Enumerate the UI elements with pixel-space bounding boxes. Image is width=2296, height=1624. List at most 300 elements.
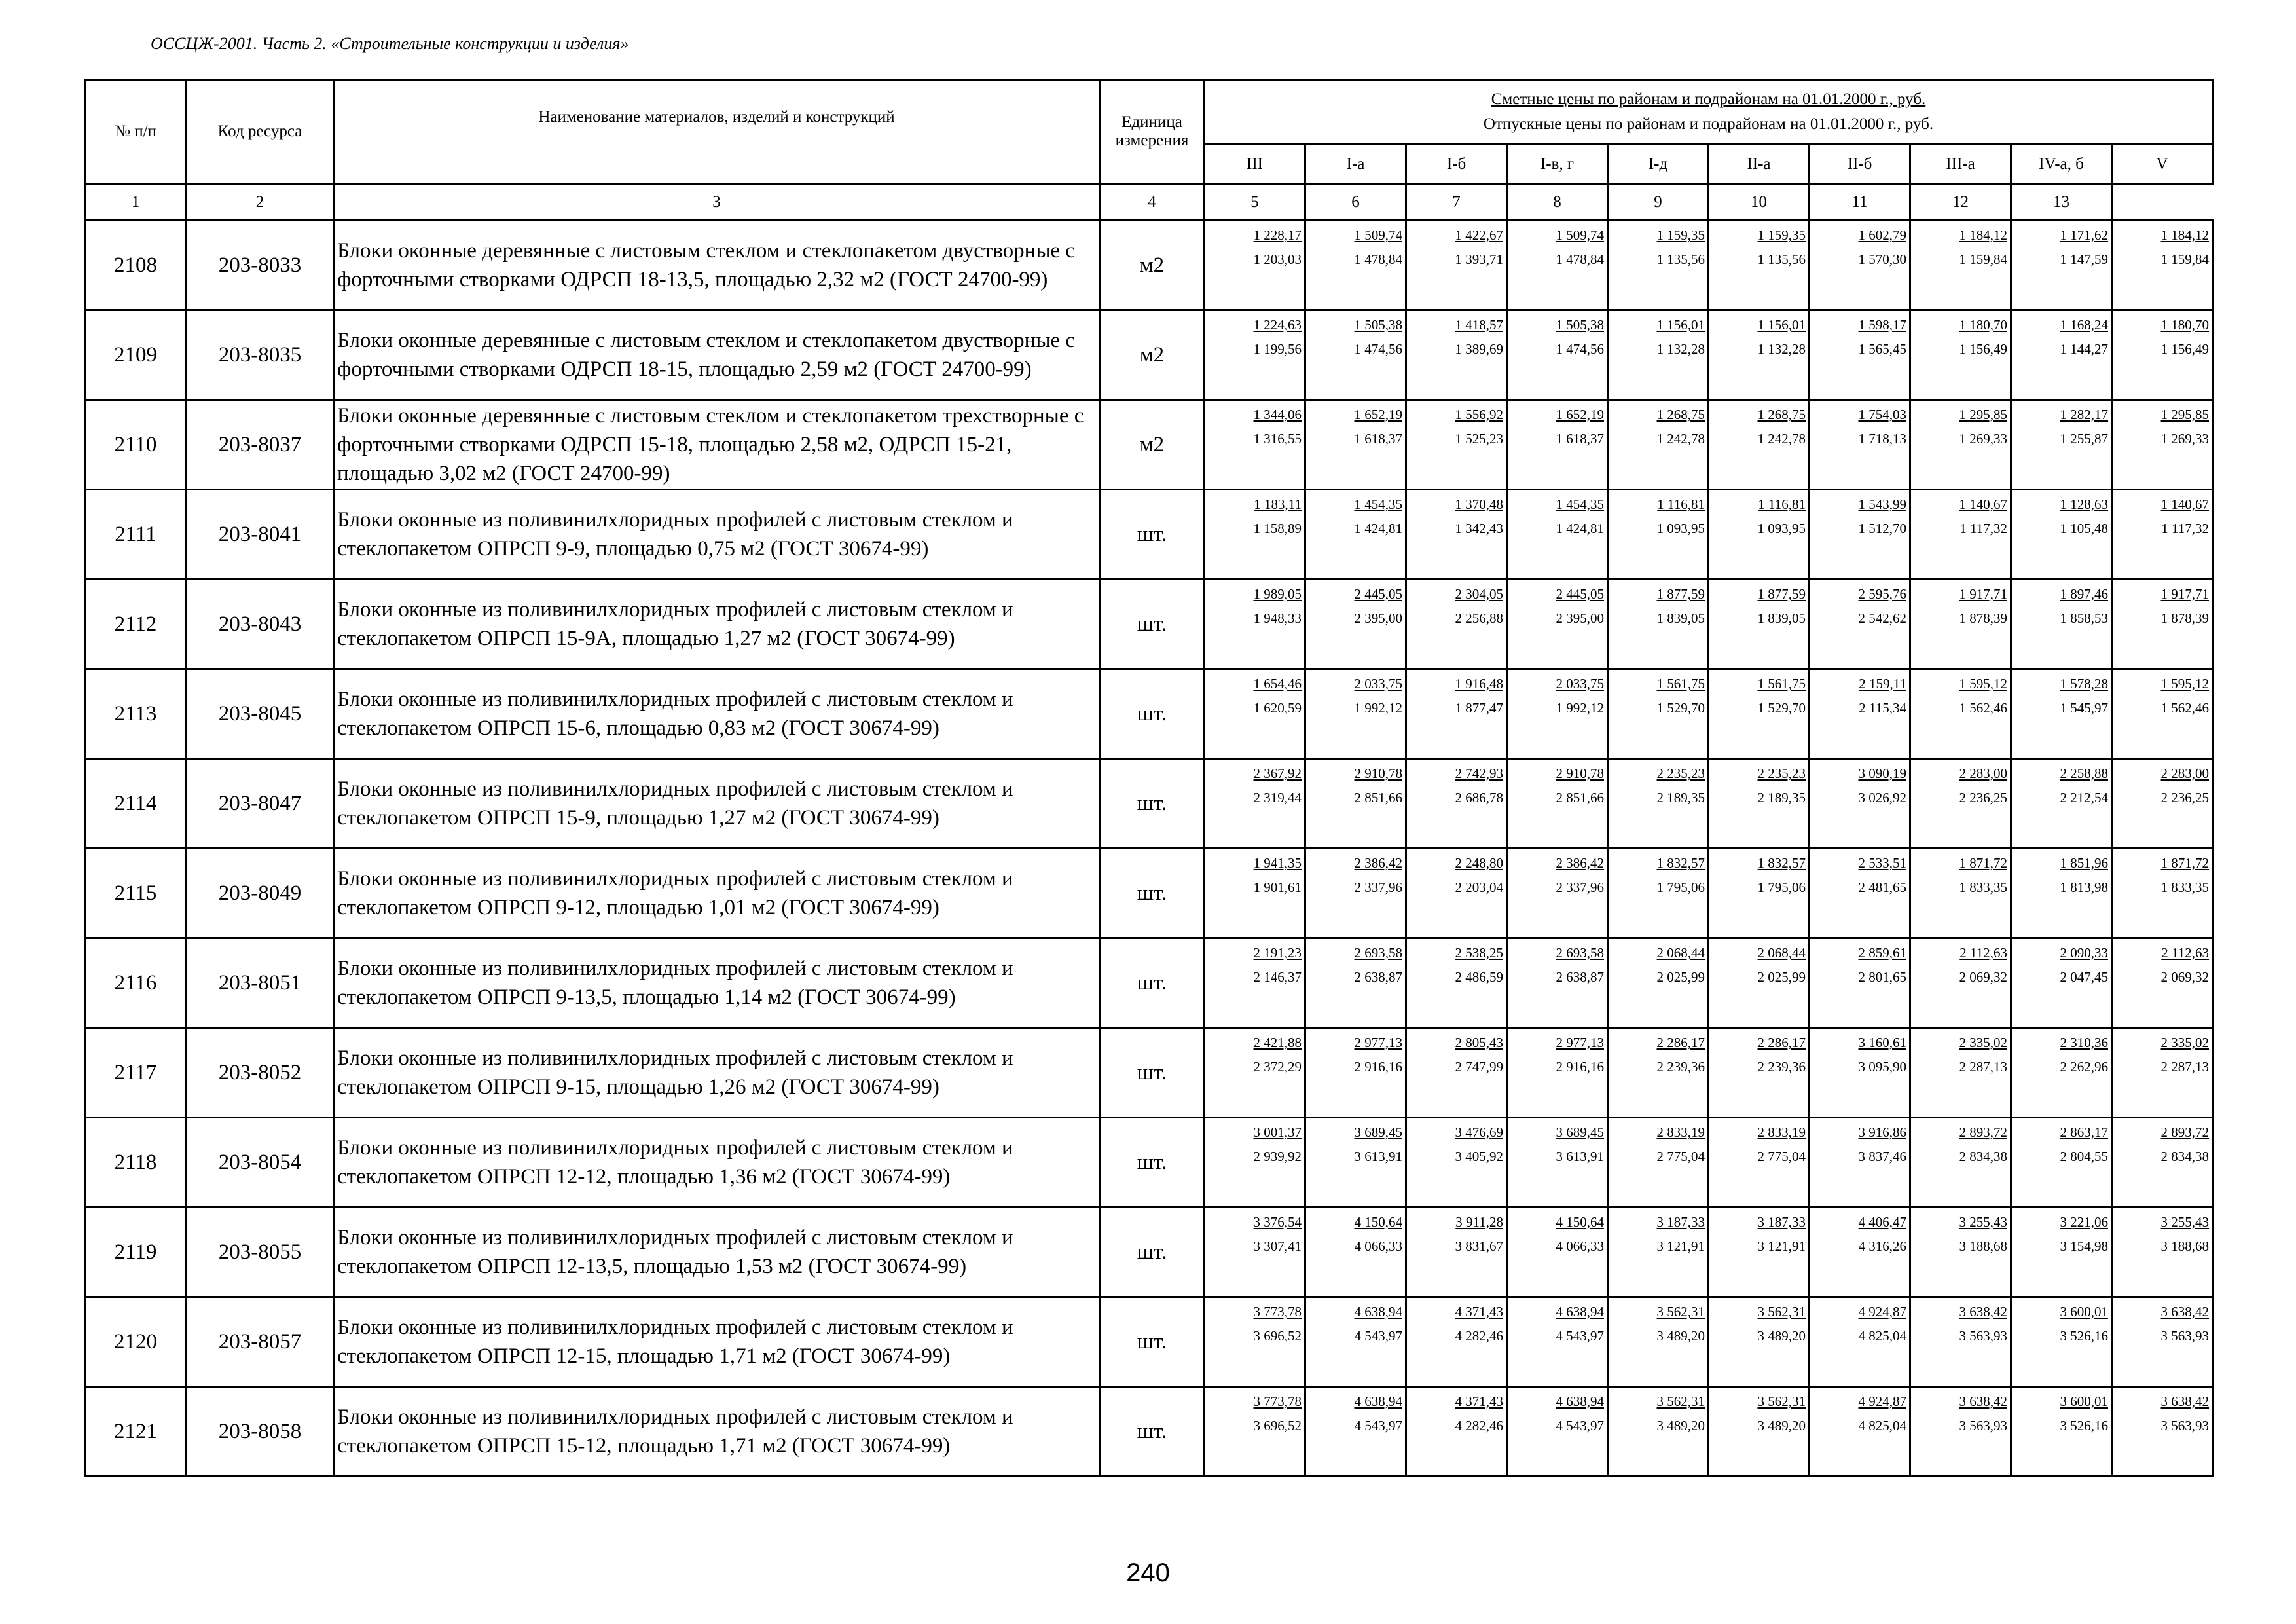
estimate-price: 1 128,63 (2060, 496, 2108, 512)
estimate-price: 1 418,57 (1455, 317, 1503, 333)
column-number: 11 (1810, 184, 1910, 221)
price-cell (1608, 310, 1709, 400)
release-price: 1 269,33 (1959, 431, 2007, 447)
price-cell (1910, 669, 2011, 759)
estimate-price-wrap (1709, 1301, 1806, 1324)
row-number: 2110 (85, 400, 187, 490)
estimate-price: 2 445,05 (1354, 586, 1402, 602)
price-cell (1205, 1297, 1305, 1387)
price-cell (1305, 1118, 1406, 1208)
price-cell (1305, 310, 1406, 400)
estimate-price-wrap (1709, 314, 1806, 337)
estimate-price: 1 871,72 (1959, 855, 2007, 871)
price-cell (1406, 221, 1507, 310)
price-cell (1205, 400, 1305, 490)
table-row (85, 759, 2213, 849)
release-price: 1 512,70 (1858, 521, 1906, 536)
column-number: 9 (1608, 184, 1709, 221)
row-number: 2121 (85, 1387, 187, 1477)
release-price: 1 242,78 (1656, 431, 1705, 447)
resource-code: 203-8043 (187, 580, 334, 669)
estimate-price-wrap (1508, 314, 1604, 337)
price-cell (1305, 580, 1406, 669)
column-number: 6 (1305, 184, 1406, 221)
estimate-price-wrap (1508, 1301, 1604, 1324)
price-cell (1406, 849, 1507, 938)
release-price: 2 638,87 (1556, 969, 1604, 985)
header-num: № п/п (85, 80, 187, 184)
estimate-price: 2 910,78 (1556, 766, 1604, 781)
estimate-price: 2 286,17 (1757, 1035, 1806, 1050)
price-cell (1608, 1387, 1709, 1477)
estimate-price: 1 561,75 (1656, 676, 1705, 692)
estimate-price-wrap (1508, 403, 1604, 427)
price-cell (2011, 1297, 2112, 1387)
price-cell (2011, 759, 2112, 849)
estimate-price: 2 335,02 (2160, 1035, 2210, 1050)
release-price: 3 489,20 (1656, 1418, 1705, 1433)
estimate-price-wrap (1911, 942, 2007, 965)
release-price: 3 307,41 (1253, 1238, 1302, 1254)
estimate-price-wrap (1810, 314, 1906, 337)
estimate-price: 1 184,12 (1959, 227, 2007, 243)
estimate-price-wrap (1810, 1211, 1906, 1234)
estimate-price-wrap (1205, 1211, 1302, 1234)
release-price: 2 025,99 (1757, 969, 1806, 985)
release-price: 2 486,59 (1455, 969, 1503, 985)
price-cell (1608, 759, 1709, 849)
release-price: 3 121,91 (1757, 1238, 1806, 1254)
estimate-price-wrap (2113, 314, 2209, 337)
release-price: 2 239,36 (1757, 1059, 1806, 1075)
estimate-price-wrap (1205, 583, 1302, 606)
item-name: Блоки оконные из поливинилхлоридных профилей с листовым стеклом и стеклопакетом ОПРСП 9-12, площадью 1,01 м2 (ГОСТ 30674-99) (334, 849, 1100, 938)
estimate-price-wrap (1911, 1301, 2007, 1324)
release-price: 1 901,61 (1253, 879, 1302, 895)
release-price: 1 545,97 (2060, 700, 2108, 716)
estimate-price: 1 578,28 (2060, 676, 2108, 692)
estimate-price-wrap (1205, 942, 1302, 965)
estimate-price-wrap (2012, 852, 2108, 876)
price-cell (1810, 759, 1910, 849)
release-price: 1 156,49 (1959, 341, 2007, 357)
price-cell (2011, 938, 2112, 1028)
estimate-price: 1 877,59 (1656, 586, 1705, 602)
release-price: 3 837,46 (1858, 1149, 1906, 1164)
price-cell (1709, 400, 1810, 490)
estimate-price-wrap (1508, 1121, 1604, 1145)
table-row (85, 1297, 2213, 1387)
price-cell (1810, 221, 1910, 310)
price-cell (1406, 580, 1507, 669)
item-name: Блоки оконные из поливинилхлоридных профилей с листовым стеклом и стеклопакетом ОПРСП 15-12, площадью 1,71 м2 (ГОСТ 30674-99) (334, 1387, 1100, 1477)
estimate-price-wrap (1205, 1301, 1302, 1324)
price-cell (1406, 938, 1507, 1028)
price-cell (1608, 1297, 1709, 1387)
release-price: 2 834,38 (2160, 1149, 2210, 1164)
estimate-price-wrap (1911, 493, 2007, 517)
price-cell (1507, 310, 1608, 400)
price-cell (2011, 221, 2112, 310)
release-price: 1 255,87 (2060, 431, 2108, 447)
release-price: 1 813,98 (2060, 879, 2108, 895)
price-cell (2011, 849, 2112, 938)
price-cell (1608, 1028, 1709, 1118)
price-cell (2011, 1208, 2112, 1297)
release-price: 1 474,56 (1354, 341, 1402, 357)
header-region: III-а (1910, 145, 2011, 184)
price-cell (2011, 1387, 2112, 1477)
estimate-price: 3 773,78 (1253, 1393, 1302, 1409)
release-price: 2 372,29 (1253, 1059, 1302, 1075)
estimate-price: 2 445,05 (1556, 586, 1604, 602)
estimate-price-wrap (2012, 493, 2108, 517)
release-price: 1 147,59 (2060, 251, 2108, 267)
header-region: I-б (1406, 145, 1507, 184)
release-price: 3 831,67 (1455, 1238, 1503, 1254)
price-cell (1810, 490, 1910, 580)
resource-code: 203-8045 (187, 669, 334, 759)
estimate-price: 3 562,31 (1757, 1304, 1806, 1320)
release-price: 3 121,91 (1656, 1238, 1705, 1254)
price-cell (1608, 490, 1709, 580)
price-cell (1709, 1387, 1810, 1477)
release-price: 2 287,13 (2160, 1059, 2210, 1075)
estimate-price-wrap (2113, 493, 2209, 517)
row-number: 2116 (85, 938, 187, 1028)
price-cell (1709, 1118, 1810, 1208)
release-price: 2 916,16 (1556, 1059, 1604, 1075)
table-row (85, 849, 2213, 938)
release-price: 1 833,35 (2160, 879, 2210, 895)
price-cell (1406, 1118, 1507, 1208)
estimate-price-wrap (1508, 224, 1604, 248)
estimate-price: 1 168,24 (2060, 317, 2108, 333)
estimate-price-wrap (1911, 314, 2007, 337)
table-row (85, 580, 2213, 669)
estimate-price-wrap (1407, 762, 1503, 786)
release-price: 1 795,06 (1656, 879, 1705, 895)
column-number: 3 (334, 184, 1100, 221)
estimate-price: 1 282,17 (2060, 407, 2108, 422)
estimate-price: 1 851,96 (2060, 855, 2108, 871)
estimate-price: 1 509,74 (1556, 227, 1604, 243)
price-cell (1305, 1028, 1406, 1118)
price-cell (1507, 1118, 1608, 1208)
estimate-price: 3 160,61 (1858, 1035, 1906, 1050)
price-cell (1608, 1208, 1709, 1297)
row-number: 2114 (85, 759, 187, 849)
estimate-price-wrap (1709, 852, 1806, 876)
estimate-price: 2 893,72 (1959, 1124, 2007, 1140)
estimate-price-wrap (1508, 942, 1604, 965)
estimate-price: 2 893,72 (2160, 1124, 2210, 1140)
unit: шт. (1100, 938, 1205, 1028)
estimate-price-wrap (1407, 1301, 1503, 1324)
price-cell (1406, 1387, 1507, 1477)
price-cell (1406, 1208, 1507, 1297)
release-price: 1 948,33 (1253, 610, 1302, 626)
price-cell (1205, 669, 1305, 759)
price-cell (2011, 400, 2112, 490)
resource-code: 203-8058 (187, 1387, 334, 1477)
estimate-price-wrap (1306, 224, 1402, 248)
release-price: 1 525,23 (1455, 431, 1503, 447)
price-cell (1205, 221, 1305, 310)
price-cell (2011, 490, 2112, 580)
release-price: 1 529,70 (1656, 700, 1705, 716)
estimate-price-wrap (1609, 673, 1705, 696)
price-cell (1810, 580, 1910, 669)
release-price: 1 833,35 (1959, 879, 2007, 895)
resource-code: 203-8037 (187, 400, 334, 490)
estimate-price: 1 140,67 (2160, 496, 2210, 512)
estimate-price-wrap (1306, 583, 1402, 606)
price-cell (1305, 490, 1406, 580)
table-row (85, 669, 2213, 759)
estimate-price-wrap (2113, 1390, 2209, 1414)
estimate-price-wrap (1407, 942, 1503, 965)
estimate-price: 2 742,93 (1455, 766, 1503, 781)
table-row (85, 1118, 2213, 1208)
price-cell (1507, 938, 1608, 1028)
price-cell (1205, 1208, 1305, 1297)
estimate-price-wrap (2012, 1211, 2108, 1234)
estimate-price-wrap (1306, 1390, 1402, 1414)
estimate-price: 1 268,75 (1757, 407, 1806, 422)
header-region: V (2112, 145, 2213, 184)
estimate-price: 2 693,58 (1354, 945, 1402, 961)
price-cell (1810, 400, 1910, 490)
estimate-price-wrap (1609, 493, 1705, 517)
price-cell (2112, 221, 2213, 310)
price-cell (1709, 310, 1810, 400)
estimate-price-wrap (1709, 762, 1806, 786)
release-price: 2 212,54 (2060, 790, 2108, 805)
estimate-price-wrap (1609, 1211, 1705, 1234)
estimate-price: 1 295,85 (2160, 407, 2210, 422)
release-price: 1 393,71 (1455, 251, 1503, 267)
unit: шт. (1100, 580, 1205, 669)
estimate-price-wrap (1306, 673, 1402, 696)
estimate-price: 2 533,51 (1858, 855, 1906, 871)
unit: м2 (1100, 310, 1205, 400)
estimate-price: 1 654,46 (1253, 676, 1302, 692)
price-cell (2011, 1028, 2112, 1118)
release-price: 2 256,88 (1455, 610, 1503, 626)
release-price: 1 132,28 (1656, 341, 1705, 357)
estimate-price: 4 638,94 (1354, 1304, 1402, 1320)
estimate-price-wrap (2113, 583, 2209, 606)
release-price: 2 203,04 (1455, 879, 1503, 895)
row-number: 2119 (85, 1208, 187, 1297)
release-price: 1 199,56 (1253, 341, 1302, 357)
item-name: Блоки оконные из поливинилхлоридных профилей с листовым стеклом и стеклопакетом ОПРСП 9-13,5, площадью 1,14 м2 (ГОСТ 30674-99) (334, 938, 1100, 1028)
price-cell (1305, 759, 1406, 849)
release-price: 3 526,16 (2060, 1328, 2108, 1344)
price-cell (1810, 1208, 1910, 1297)
release-price: 1 618,37 (1354, 431, 1402, 447)
table-row (85, 1208, 2213, 1297)
price-cell (2011, 310, 2112, 400)
estimate-price: 1 652,19 (1556, 407, 1604, 422)
price-cell (1507, 490, 1608, 580)
release-price: 2 047,45 (2060, 969, 2108, 985)
price-cell (1205, 1387, 1305, 1477)
release-price: 1 105,48 (2060, 521, 2108, 536)
price-cell (1608, 938, 1709, 1028)
price-cell (2112, 310, 2213, 400)
estimate-price-wrap (2113, 762, 2209, 786)
estimate-price-wrap (1911, 852, 2007, 876)
release-price: 1 158,89 (1253, 521, 1302, 536)
row-number: 2120 (85, 1297, 187, 1387)
estimate-price: 4 150,64 (1354, 1214, 1402, 1230)
row-number: 2118 (85, 1118, 187, 1208)
price-cell (2112, 400, 2213, 490)
price-cell (1507, 1208, 1608, 1297)
price-cell (2112, 1208, 2213, 1297)
estimate-price-wrap (1205, 1121, 1302, 1145)
estimate-price: 1 871,72 (2160, 855, 2210, 871)
estimate-price: 2 977,13 (1556, 1035, 1604, 1050)
price-cell (2112, 1387, 2213, 1477)
estimate-price: 2 367,92 (1253, 766, 1302, 781)
estimate-price: 2 068,44 (1656, 945, 1705, 961)
estimate-price: 2 910,78 (1354, 766, 1402, 781)
estimate-price-wrap (1609, 852, 1705, 876)
price-cell (1608, 580, 1709, 669)
estimate-price-wrap (1709, 224, 1806, 248)
header-region: IV-а, б (2011, 145, 2112, 184)
estimate-price-wrap (2012, 1390, 2108, 1414)
estimate-price-wrap (1810, 1121, 1906, 1145)
release-price: 2 287,13 (1959, 1059, 2007, 1075)
estimate-price-wrap (2113, 1121, 2209, 1145)
release-price: 3 563,93 (2160, 1418, 2210, 1433)
release-price: 1 242,78 (1757, 431, 1806, 447)
estimate-price: 1 116,81 (1758, 496, 1806, 512)
release-price: 4 282,46 (1455, 1418, 1503, 1433)
price-cell (1810, 1297, 1910, 1387)
release-price: 4 282,46 (1455, 1328, 1503, 1344)
estimate-price: 1 595,12 (2160, 676, 2210, 692)
estimate-price-wrap (1709, 1121, 1806, 1145)
estimate-price-wrap (1306, 1301, 1402, 1324)
release-price: 1 389,69 (1455, 341, 1503, 357)
unit: шт. (1100, 849, 1205, 938)
release-price: 1 562,46 (1959, 700, 2007, 716)
estimate-price: 4 638,94 (1556, 1393, 1604, 1409)
column-number: 7 (1406, 184, 1507, 221)
estimate-price: 3 221,06 (2060, 1214, 2108, 1230)
price-cell (1305, 1208, 1406, 1297)
release-price: 3 526,16 (2060, 1418, 2108, 1433)
release-price: 3 563,93 (1959, 1328, 2007, 1344)
price-cell (2112, 1028, 2213, 1118)
release-price: 4 066,33 (1354, 1238, 1402, 1254)
release-price: 2 189,35 (1656, 790, 1705, 805)
estimate-price-wrap (1508, 493, 1604, 517)
estimate-price-wrap (2113, 673, 2209, 696)
price-cell (2112, 759, 2213, 849)
resource-code: 203-8035 (187, 310, 334, 400)
estimate-price-wrap (2113, 224, 2209, 248)
row-number: 2117 (85, 1028, 187, 1118)
column-number: 13 (2011, 184, 2112, 221)
estimate-price-wrap (1508, 1031, 1604, 1055)
release-price: 1 839,05 (1656, 610, 1705, 626)
header-region: II-б (1810, 145, 1910, 184)
estimate-price: 3 255,43 (1959, 1214, 2007, 1230)
estimate-price: 4 150,64 (1556, 1214, 1604, 1230)
row-number: 2112 (85, 580, 187, 669)
estimate-price: 1 268,75 (1656, 407, 1705, 422)
price-cell (1709, 1208, 1810, 1297)
estimate-price: 1 183,11 (1254, 496, 1302, 512)
estimate-price: 1 454,35 (1354, 496, 1402, 512)
estimate-price-wrap (1205, 762, 1302, 786)
estimate-price-wrap (1709, 1211, 1806, 1234)
estimate-price: 3 562,31 (1656, 1393, 1705, 1409)
estimate-price-wrap (1911, 583, 2007, 606)
price-cell (1507, 221, 1608, 310)
estimate-price-wrap (1205, 1031, 1302, 1055)
estimate-price-wrap (1508, 1211, 1604, 1234)
price-cell (1709, 1297, 1810, 1387)
resource-code: 203-8055 (187, 1208, 334, 1297)
estimate-price: 2 977,13 (1354, 1035, 1402, 1050)
price-cell (1305, 221, 1406, 310)
price-cell (2112, 1297, 2213, 1387)
release-price: 1 342,43 (1455, 521, 1503, 536)
estimate-price-wrap (1709, 1390, 1806, 1414)
price-cell (1709, 580, 1810, 669)
estimate-price: 2 863,17 (2060, 1124, 2108, 1140)
column-number: 8 (1507, 184, 1608, 221)
estimate-price: 1 184,12 (2160, 227, 2210, 243)
release-price: 1 093,95 (1656, 521, 1705, 536)
estimate-price: 4 638,94 (1354, 1393, 1402, 1409)
estimate-price: 1 159,35 (1656, 227, 1705, 243)
release-price: 3 095,90 (1858, 1059, 1906, 1075)
estimate-price: 2 386,42 (1354, 855, 1402, 871)
price-cell (1810, 1387, 1910, 1477)
release-price: 4 543,97 (1354, 1328, 1402, 1344)
release-price: 3 026,92 (1858, 790, 1906, 805)
estimate-price-wrap (1407, 1390, 1503, 1414)
estimate-price-wrap (1911, 224, 2007, 248)
release-price: 2 115,34 (1859, 700, 1906, 716)
estimate-price: 4 924,87 (1858, 1393, 1906, 1409)
estimate-price: 1 832,57 (1656, 855, 1705, 871)
estimate-price-wrap (1709, 673, 1806, 696)
item-name: Блоки оконные из поливинилхлоридных профилей с листовым стеклом и стеклопакетом ОПРСП 12-15, площадью 1,71 м2 (ГОСТ 30674-99) (334, 1297, 1100, 1387)
column-number: 12 (1910, 184, 2011, 221)
estimate-price: 1 595,12 (1959, 676, 2007, 692)
price-cell (1910, 1028, 2011, 1118)
estimate-price-wrap (1306, 1121, 1402, 1145)
estimate-price-wrap (2113, 1031, 2209, 1055)
release-price: 2 395,00 (1354, 610, 1402, 626)
price-table (84, 79, 2214, 1477)
column-number: 4 (1100, 184, 1205, 221)
estimate-price-wrap (1609, 1390, 1705, 1414)
row-number: 2115 (85, 849, 187, 938)
header-unit: Единица измерения (1100, 80, 1205, 184)
release-price: 2 851,66 (1556, 790, 1604, 805)
estimate-price: 1 602,79 (1858, 227, 1906, 243)
